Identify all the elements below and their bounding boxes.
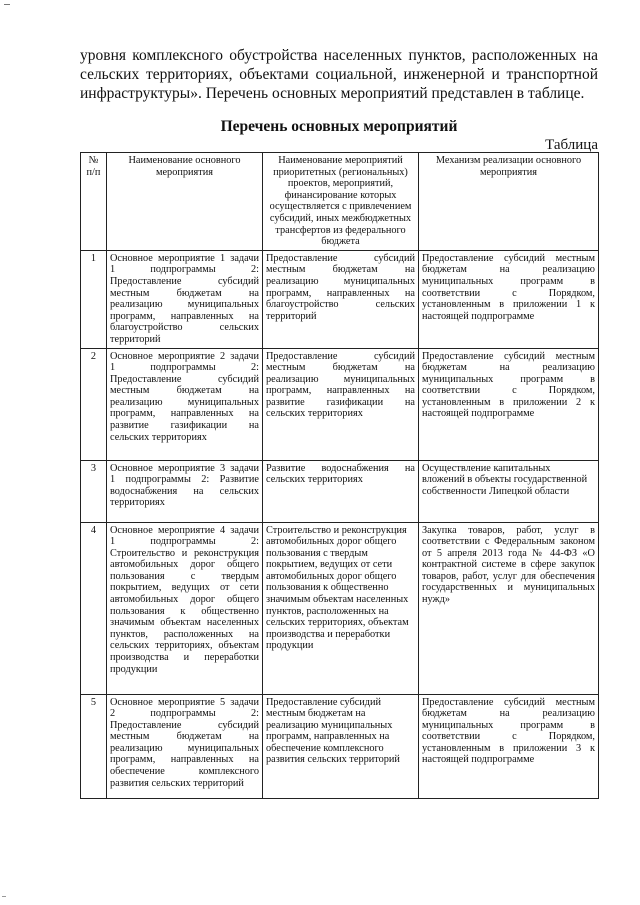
row-main-measure: Основное мероприятие 4 задачи 1 подпрограммы 2: Строительство и реконструкция автомобильных дорог общего пользования с твердым покрытием, ведущих от сети автомобильных дорог общего пользования к общественно значимым объектам населенных пунктов, расположенных на сельских территориях, объектам производства и переработки продукции	[107, 522, 263, 694]
row-mechanism: Предоставление субсидий местным бюджетам на реализацию муниципальных программ в соответствии с Порядком, установленным в приложении 3 к настоящей подпрограмме	[419, 694, 599, 798]
row-number: 1	[81, 250, 107, 348]
row-mechanism: Предоставление субсидий местным бюджетам на реализацию муниципальных программ в соответствии с Порядком, установленным в приложении 2 к настоящей подпрограмме	[419, 348, 599, 460]
row-number: 2	[81, 348, 107, 460]
row-project-measures: Предоставление субсидий местным бюджетам на реализацию муниципальных программ, направленных на благоустройство сельских территорий	[263, 250, 419, 348]
row-number: 3	[81, 460, 107, 522]
row-main-measure: Основное мероприятие 2 задачи 1 подпрограммы 2: Предоставление субсидий местным бюджетам на реализацию муниципальных программ, направленных на развитие газификации на сельских территориях	[107, 348, 263, 460]
row-main-measure: Основное мероприятие 5 задачи 2 подпрограммы 2: Предоставление субсидий местным бюджетам на реализацию муниципальных программ, направленных на обеспечение комплексного развития сельских территорий	[107, 694, 263, 798]
row-project-measures: Строительство и реконструкция автомобильных дорог общего пользования с твердым покрытием, ведущих от сети автомобильных дорог общего пользования к общественно значимым объектам населенных пунктов, расположенных на сельских территориях, объектам производства и переработки продукции	[263, 522, 419, 694]
intro-paragraph	[80, 46, 598, 103]
table-title: Перечень основных мероприятий	[220, 118, 458, 135]
table-row	[81, 522, 599, 694]
row-main-measure: Основное мероприятие 3 задачи 1 подпрограммы 2: Развитие водоснабжения на сельских территориях	[107, 460, 263, 522]
table-row	[81, 348, 599, 460]
table-row	[81, 460, 599, 522]
row-mechanism: Осуществление капитальных вложений в объекты государственной собственности Липецкой области	[419, 460, 599, 522]
row-mechanism: Предоставление субсидий местным бюджетам на реализацию муниципальных программ в соответствии с Порядком, установленным в приложении 1 к настоящей подпрограмме	[419, 250, 599, 348]
header-project-measures: Наименование мероприятий приоритетных (региональных) проектов, мероприятий, финансирование которых осуществляется с привлечением субсидий, иных межбюджетных трансфертов из федерального бюджета	[263, 153, 419, 251]
scan-mark	[4, 4, 10, 5]
header-number: № п/п	[81, 153, 107, 251]
row-project-measures: Развитие водоснабжения на сельских территориях	[263, 460, 419, 522]
row-number: 4	[81, 522, 107, 694]
table-caption: Таблица	[545, 137, 598, 153]
row-mechanism: Закупка товаров, работ, услуг в соответствии с Федеральным законом от 5 апреля 2013 года № 44-ФЗ «О контрактной системе в сфере закупок товаров, работ, услуг для обеспечения государственных и муниципальных нужд»	[419, 522, 599, 694]
table-header-row	[81, 153, 599, 251]
header-mechanism: Механизм реализации основного мероприятия	[419, 153, 599, 251]
row-number: 5	[81, 694, 107, 798]
table-row	[81, 694, 599, 798]
header-main-measure: Наименование основного мероприятия	[107, 153, 263, 251]
row-project-measures: Предоставление субсидий местным бюджетам на реализацию муниципальных программ, направленных на развитие газификации на сельских территориях	[263, 348, 419, 460]
row-main-measure: Основное мероприятие 1 задачи 1 подпрограммы 2: Предоставление субсидий местным бюджетам на реализацию муниципальных программ, направленных на благоустройство сельских территорий	[107, 250, 263, 348]
table-row	[81, 250, 599, 348]
measures-table	[80, 152, 599, 799]
intro-text: уровня комплексного обустройства населенных пунктов, расположенных на сельских территориях, объектами социальной, инженерной и транспортной инфраструктуры». Перечень основных мероприятий представлен в таблице.	[80, 47, 598, 102]
row-project-measures: Предоставление субсидий местным бюджетам на реализацию муниципальных программ, направленных на обеспечение комплексного развития сельских территорий	[263, 694, 419, 798]
scan-mark	[2, 896, 6, 897]
